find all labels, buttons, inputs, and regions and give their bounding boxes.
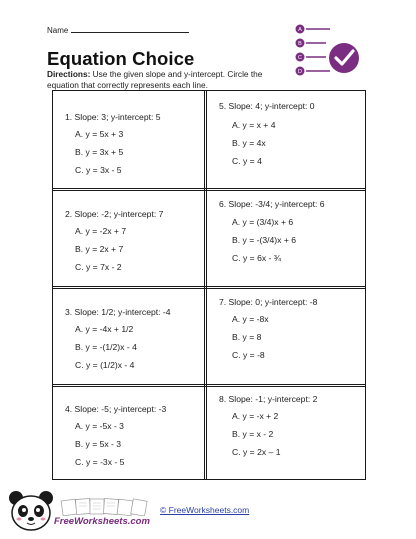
answer-option-b[interactable]: B. y = x - 2	[232, 429, 274, 439]
directions-label: Directions:	[47, 69, 91, 79]
grid-divider-vertical	[204, 91, 207, 479]
icon-option-d: D	[298, 69, 302, 75]
name-field-row	[47, 25, 189, 35]
icon-option-b: B	[298, 41, 302, 47]
answer-option-b[interactable]: B. y = 8	[232, 332, 262, 342]
answer-option-c[interactable]: C. y = 4	[232, 156, 262, 166]
answer-option-b[interactable]: B. y = -(3/4)x + 6	[232, 235, 296, 245]
multiple-choice-checkmark-icon	[292, 23, 364, 79]
answer-option-b[interactable]: B. y = -(1/2)x - 4	[75, 342, 137, 352]
problem-question: 7. Slope: 0; y-intercept: -8	[219, 297, 318, 307]
answer-option-a[interactable]: A. y = (3/4)x + 6	[232, 217, 294, 227]
problem-5	[219, 101, 315, 166]
answer-option-c[interactable]: C. y = (1/2)x - 4	[75, 360, 135, 370]
answer-option-b[interactable]: B. y = 4x	[232, 138, 266, 148]
problem-1	[65, 112, 161, 175]
icon-option-c: C	[298, 55, 302, 61]
name-blank-line[interactable]	[71, 25, 189, 33]
answer-option-c[interactable]: C. y = -8	[232, 350, 265, 360]
problem-8	[219, 394, 318, 457]
grid-divider-row-2	[53, 286, 365, 289]
directions-text: Use the given slope and y-intercept. Circle the equation that correctly represents each line.	[47, 69, 263, 90]
grid-divider-row-3	[53, 384, 365, 387]
problem-7	[219, 297, 318, 360]
icon-option-a: A	[298, 27, 302, 33]
answer-option-c[interactable]: C. y = 6x - ¾	[232, 253, 281, 263]
answer-option-a[interactable]: A. y = -2x + 7	[75, 226, 127, 236]
problem-question: 1. Slope: 3; y-intercept: 5	[65, 112, 161, 122]
problem-3	[65, 307, 171, 370]
answer-option-c[interactable]: C. y = 3x - 5	[75, 165, 122, 175]
problem-4	[65, 404, 167, 467]
answer-option-a[interactable]: A. y = 5x + 3	[75, 129, 124, 139]
answer-option-a[interactable]: A. y = -x + 2	[232, 411, 279, 421]
name-label: Name	[47, 26, 69, 35]
answer-option-a[interactable]: A. y = -5x - 3	[75, 421, 124, 431]
answer-option-b[interactable]: B. y = 2x + 7	[75, 244, 124, 254]
panda-mascot-icon	[6, 486, 60, 536]
problem-question: 8. Slope: -1; y-intercept: 2	[219, 394, 318, 404]
page-title: Equation Choice	[47, 48, 195, 69]
grid-divider-row-1	[53, 188, 365, 191]
problem-grid	[52, 90, 366, 480]
problem-question: 5. Slope: 4; y-intercept: 0	[219, 101, 315, 111]
problem-question: 2. Slope: -2; y-intercept: 7	[65, 209, 164, 219]
problem-2	[65, 209, 164, 272]
problem-question: 3. Slope: 1/2; y-intercept: -4	[65, 307, 171, 317]
problem-question: 6. Slope: -3/4; y-intercept: 6	[219, 199, 325, 209]
copyright-link[interactable]: © FreeWorksheets.com	[160, 505, 250, 515]
answer-option-c[interactable]: C. y = 2x – 1	[232, 447, 281, 457]
answer-option-a[interactable]: A. y = -4x + 1/2	[75, 324, 134, 334]
answer-option-c[interactable]: C. y = 7x - 2	[75, 262, 122, 272]
problem-6	[219, 199, 325, 263]
answer-option-c[interactable]: C. y = -3x - 5	[75, 457, 125, 467]
problem-question: 4. Slope: -5; y-intercept: -3	[65, 404, 167, 414]
directions	[47, 69, 287, 90]
worksheet-stack-icon	[60, 498, 155, 516]
answer-option-b[interactable]: B. y = 5x - 3	[75, 439, 122, 449]
freeworksheets-logo: FreeWorksheets.com	[54, 516, 150, 527]
answer-option-a[interactable]: A. y = -8x	[232, 314, 269, 324]
answer-option-a[interactable]: A. y = x + 4	[232, 120, 276, 130]
answer-option-b[interactable]: B. y = 3x + 5	[75, 147, 124, 157]
